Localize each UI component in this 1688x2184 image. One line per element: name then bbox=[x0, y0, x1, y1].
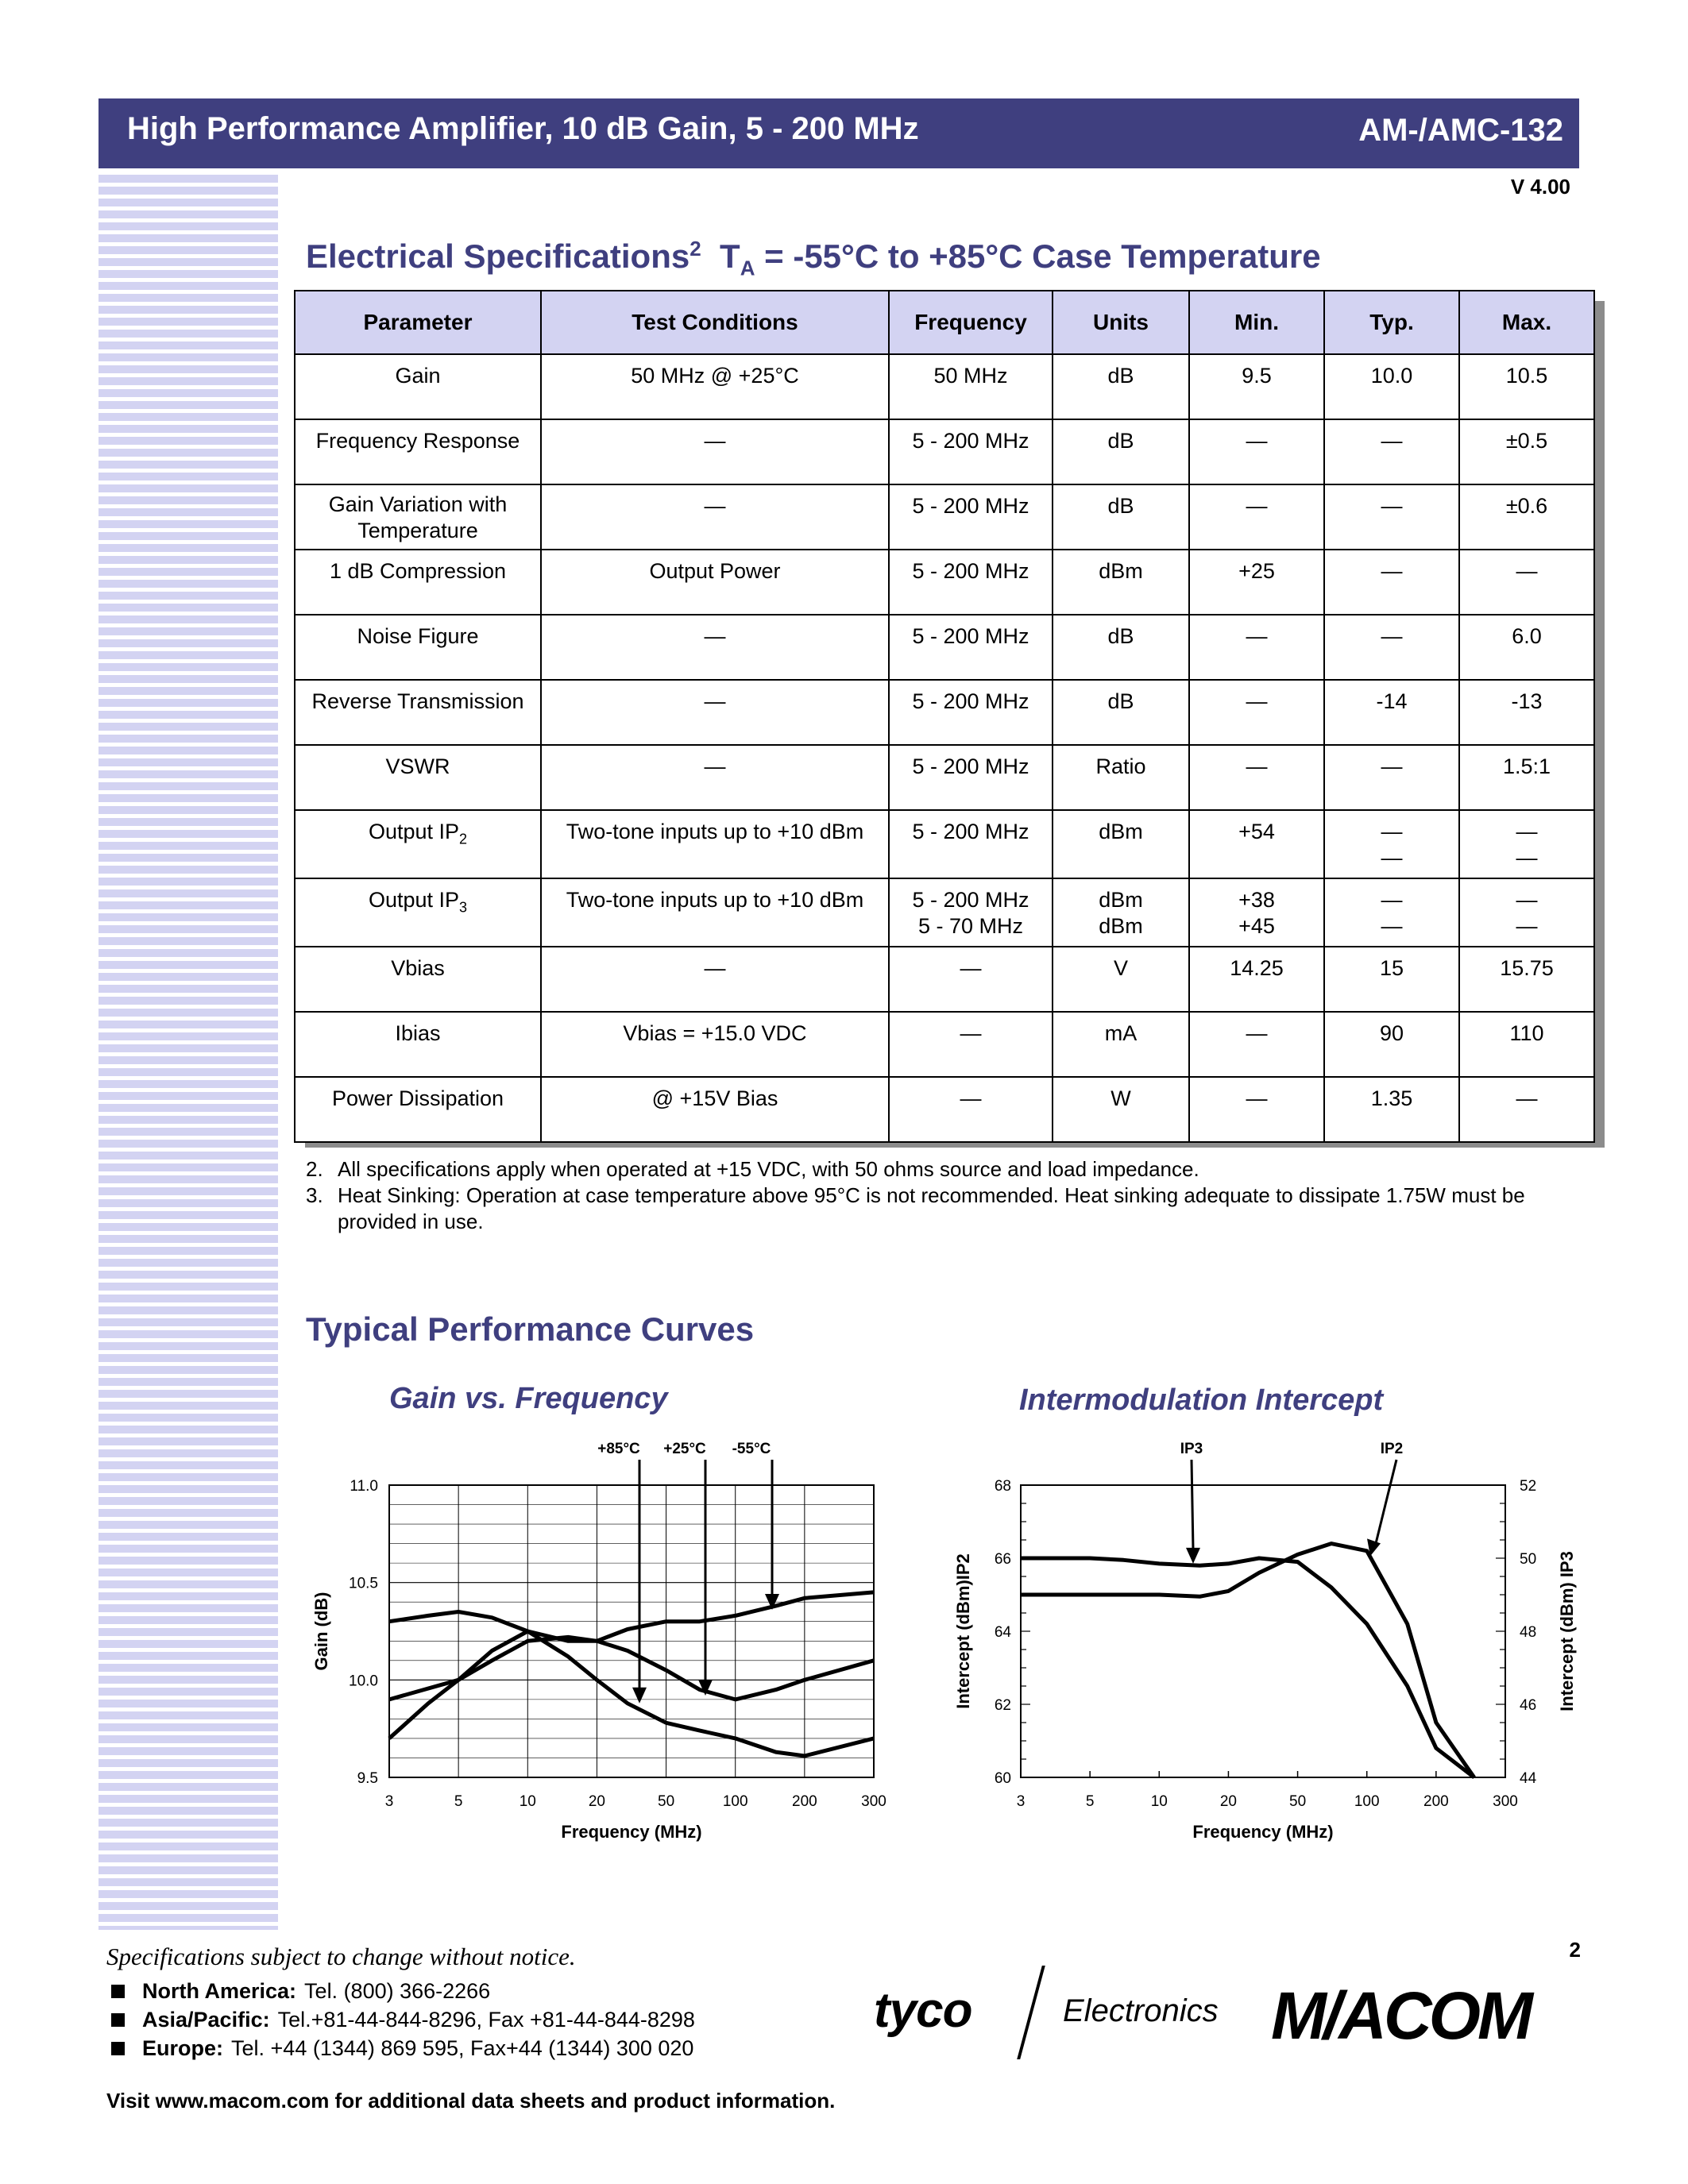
table-cell: Output $IP_3$ bbox=[295, 878, 541, 947]
col-header: Min. bbox=[1189, 291, 1324, 354]
table-cell: 110 bbox=[1459, 1012, 1594, 1077]
table-cell: 10.5 bbox=[1459, 354, 1594, 419]
table-row bbox=[295, 745, 1594, 810]
chart-title-gain: Gain vs. Frequency bbox=[389, 1382, 668, 1415]
table-row bbox=[295, 354, 1594, 419]
table-cell: dB bbox=[1053, 484, 1189, 550]
table-cell: dB bbox=[1053, 354, 1189, 419]
y-right-tick-label: 48 bbox=[1520, 1624, 1537, 1641]
table-cell: ±0.6 bbox=[1459, 484, 1594, 550]
specs-title: Electrical Specifications$^2$ $T_A = -55^\circ C$ to +85°C Case Temperature bbox=[306, 237, 1321, 280]
annotation-label: +25°C bbox=[663, 1441, 706, 1457]
visit-website-text: Visit www.macom.com for additional data sheets and product information. bbox=[106, 2089, 836, 2113]
x-tick-label: 200 bbox=[792, 1793, 817, 1810]
table-cell: 5 - 200 MHz bbox=[889, 810, 1053, 878]
x-tick-label: 10 bbox=[519, 1793, 536, 1810]
table-cell: 5 - 200 MHz bbox=[889, 615, 1053, 680]
col-header: Test Conditions bbox=[541, 291, 889, 354]
table-cell: — bbox=[541, 680, 889, 745]
spec-table bbox=[294, 290, 1595, 1143]
table-cell: — bbox=[541, 947, 889, 1012]
table-cell: mA bbox=[1053, 1012, 1189, 1077]
table-cell: Two-tone inputs up to +10 dBm bbox=[541, 878, 889, 947]
y-right-tick-label: 44 bbox=[1520, 1770, 1537, 1787]
table-cell: — — bbox=[1324, 810, 1459, 878]
y-tick-label: 10.5 bbox=[349, 1575, 378, 1592]
table-cell: 1.35 bbox=[1324, 1077, 1459, 1142]
table-cell: — bbox=[1189, 745, 1324, 810]
table-row bbox=[295, 1012, 1594, 1077]
y-right-tick-label: 52 bbox=[1520, 1478, 1537, 1495]
x-tick-label: 20 bbox=[588, 1793, 605, 1810]
version-label: V 4.00 bbox=[1510, 175, 1570, 199]
page-number: 2 bbox=[1569, 1938, 1581, 1962]
x-tick-label: 50 bbox=[658, 1793, 675, 1810]
bullet-icon bbox=[111, 2042, 125, 2055]
macom-logo: M/ACOM bbox=[1271, 1978, 1530, 2053]
annotation-label: IP2 bbox=[1380, 1441, 1404, 1457]
x-tick-label: 5 bbox=[1085, 1793, 1095, 1810]
footnote: 3. Heat Sinking: Operation at case temperature above 95°C is not recommended. Heat sinking adequate to dissipate 1.75W must be provided in use. bbox=[306, 1183, 1525, 1233]
decorative-stripes bbox=[98, 175, 278, 1930]
table-row bbox=[295, 947, 1594, 1012]
table-cell: dB bbox=[1053, 615, 1189, 680]
table-cell: dBm bbox=[1053, 810, 1189, 878]
annotation-label: IP3 bbox=[1180, 1441, 1203, 1457]
table-header-row bbox=[295, 291, 1594, 354]
intermod-chart bbox=[937, 1422, 1597, 1842]
table-row bbox=[295, 878, 1594, 947]
table-cell: 90 bbox=[1324, 1012, 1459, 1077]
table-cell: — bbox=[1189, 419, 1324, 484]
y-tick-label: 64 bbox=[994, 1624, 1011, 1641]
y-right-axis-label: Intercept (dBm) IP3 bbox=[1557, 1551, 1577, 1711]
table-cell: — — bbox=[1459, 810, 1594, 878]
x-tick-label: 5 bbox=[454, 1793, 463, 1810]
y-axis-label: Intercept (dBm)IP2 bbox=[953, 1553, 973, 1709]
table-cell: — bbox=[541, 484, 889, 550]
table-cell: 6.0 bbox=[1459, 615, 1594, 680]
table-cell: — bbox=[1324, 419, 1459, 484]
x-tick-label: 20 bbox=[1219, 1793, 1237, 1810]
footnotes bbox=[306, 1156, 1609, 1235]
table-cell: +38 +45 bbox=[1189, 878, 1324, 947]
x-tick-label: 50 bbox=[1289, 1793, 1307, 1810]
table-cell: — bbox=[1189, 484, 1324, 550]
table-cell: Vbias = +15.0 VDC bbox=[541, 1012, 889, 1077]
col-header: Max. bbox=[1459, 291, 1594, 354]
contact-europe: Europe: Tel. +44 (1344) 869 595, Fax+44 (1344) 300 020 bbox=[111, 2036, 693, 2061]
x-tick-label: 3 bbox=[1016, 1793, 1026, 1810]
y-axis-label: Gain (dB) bbox=[311, 1592, 331, 1671]
table-cell: VSWR bbox=[295, 745, 541, 810]
table-cell: 5 - 200 MHz bbox=[889, 550, 1053, 615]
table-cell: 10.0 bbox=[1324, 354, 1459, 419]
x-tick-label: 200 bbox=[1423, 1793, 1449, 1810]
table-cell: Vbias bbox=[295, 947, 541, 1012]
table-cell: V bbox=[1053, 947, 1189, 1012]
x-tick-label: 100 bbox=[1354, 1793, 1380, 1810]
table-cell: — bbox=[1189, 1012, 1324, 1077]
table-cell: Output $IP_2$ bbox=[295, 810, 541, 878]
y-tick-label: 10.0 bbox=[349, 1673, 378, 1690]
table-cell: @ +15V Bias bbox=[541, 1077, 889, 1142]
table-cell: — — bbox=[1324, 878, 1459, 947]
table-cell: 1.5:1 bbox=[1459, 745, 1594, 810]
table-cell: 50 MHz @ +25°C bbox=[541, 354, 889, 419]
table-cell: 1 dB Compression bbox=[295, 550, 541, 615]
table-cell: Gain Variation with Temperature bbox=[295, 484, 541, 550]
bullet-icon bbox=[111, 2013, 125, 2027]
table-row bbox=[295, 1077, 1594, 1142]
plot-area bbox=[389, 1485, 874, 1777]
y-tick-label: 11.0 bbox=[350, 1478, 378, 1495]
x-axis-label: Frequency (MHz) bbox=[561, 1822, 702, 1842]
table-cell: dB bbox=[1053, 419, 1189, 484]
table-cell: — bbox=[1324, 615, 1459, 680]
x-axis-label: Frequency (MHz) bbox=[1192, 1822, 1334, 1842]
table-row bbox=[295, 484, 1594, 550]
table-cell: Output Power bbox=[541, 550, 889, 615]
table-cell: — bbox=[541, 419, 889, 484]
table-cell: dB bbox=[1053, 680, 1189, 745]
table-cell: 5 - 200 MHz bbox=[889, 680, 1053, 745]
table-cell: — bbox=[889, 1077, 1053, 1142]
table-cell: Gain bbox=[295, 354, 541, 419]
table-cell: 50 MHz bbox=[889, 354, 1053, 419]
plot-area bbox=[1021, 1485, 1505, 1777]
table-cell: — — bbox=[1459, 878, 1594, 947]
page-title: High Performance Amplifier, 10 dB Gain, 5 - 200 MHz bbox=[127, 111, 919, 146]
table-cell: -14 bbox=[1324, 680, 1459, 745]
table-cell: Reverse Transmission bbox=[295, 680, 541, 745]
annotation-label: +85°C bbox=[597, 1441, 640, 1457]
table-cell: Two-tone inputs up to +10 dBm bbox=[541, 810, 889, 878]
x-tick-label: 300 bbox=[861, 1793, 886, 1810]
table-cell: Ibias bbox=[295, 1012, 541, 1077]
table-cell: 5 - 200 MHz bbox=[889, 484, 1053, 550]
header-bar bbox=[98, 98, 1579, 168]
col-header: Typ. bbox=[1324, 291, 1459, 354]
x-tick-label: 100 bbox=[722, 1793, 748, 1810]
table-cell: W bbox=[1053, 1077, 1189, 1142]
table-cell: 5 - 200 MHz 5 - 70 MHz bbox=[889, 878, 1053, 947]
table-row bbox=[295, 810, 1594, 878]
table-cell: Frequency Response bbox=[295, 419, 541, 484]
col-header: Units bbox=[1053, 291, 1189, 354]
footnote: 2. All specifications apply when operated at +15 VDC, with 50 ohms source and load impedance. bbox=[306, 1157, 1199, 1181]
table-cell: — bbox=[1189, 615, 1324, 680]
x-tick-label: 3 bbox=[384, 1793, 394, 1810]
table-cell: — bbox=[1459, 550, 1594, 615]
table-cell: — bbox=[889, 1012, 1053, 1077]
table-cell: 5 - 200 MHz bbox=[889, 419, 1053, 484]
table-row bbox=[295, 550, 1594, 615]
table-cell: — bbox=[541, 615, 889, 680]
y-right-tick-label: 50 bbox=[1520, 1551, 1537, 1568]
gain-chart bbox=[286, 1422, 906, 1842]
table-cell: 15.75 bbox=[1459, 947, 1594, 1012]
table-cell: -13 bbox=[1459, 680, 1594, 745]
table-row bbox=[295, 615, 1594, 680]
tyco-logo: tyco bbox=[874, 1983, 972, 2038]
x-tick-label: 10 bbox=[1150, 1793, 1168, 1810]
spec-table-container bbox=[294, 290, 1595, 1143]
part-number: AM-/AMC-132 bbox=[1358, 113, 1563, 148]
table-cell: 5 - 200 MHz bbox=[889, 745, 1053, 810]
bullet-icon bbox=[111, 1985, 125, 1998]
table-cell: dBm dBm bbox=[1053, 878, 1189, 947]
table-cell: ±0.5 bbox=[1459, 419, 1594, 484]
y-tick-label: 62 bbox=[994, 1697, 1011, 1714]
logo-divider bbox=[1017, 1966, 1045, 2059]
contact-asia-pacific: Asia/Pacific: Tel.+81-44-844-8296, Fax +81-44-844-8298 bbox=[111, 2008, 695, 2032]
table-cell: 14.25 bbox=[1189, 947, 1324, 1012]
table-cell: — bbox=[889, 947, 1053, 1012]
table-row bbox=[295, 680, 1594, 745]
table-cell: +25 bbox=[1189, 550, 1324, 615]
table-cell: — bbox=[1189, 680, 1324, 745]
y-tick-label: 68 bbox=[994, 1478, 1011, 1495]
table-cell: Noise Figure bbox=[295, 615, 541, 680]
y-tick-label: 60 bbox=[994, 1770, 1011, 1787]
y-tick-label: 66 bbox=[994, 1551, 1011, 1568]
table-cell: — bbox=[1324, 550, 1459, 615]
annotation-arrow-line bbox=[1192, 1460, 1193, 1549]
y-right-tick-label: 46 bbox=[1520, 1697, 1537, 1714]
table-cell: — bbox=[1324, 745, 1459, 810]
table-cell: 15 bbox=[1324, 947, 1459, 1012]
table-cell: 9.5 bbox=[1189, 354, 1324, 419]
curves-title: Typical Performance Curves bbox=[306, 1310, 755, 1348]
table-cell: Ratio bbox=[1053, 745, 1189, 810]
footer-notice: Specifications subject to change without notice. bbox=[106, 1943, 576, 1970]
chart-title-intermod: Intermodulation Intercept bbox=[1019, 1383, 1384, 1417]
table-cell: — bbox=[1189, 1077, 1324, 1142]
contact-north-america: North America: Tel. (800) 366-2266 bbox=[111, 1979, 490, 2004]
table-row bbox=[295, 419, 1594, 484]
col-header: Parameter bbox=[295, 291, 541, 354]
table-cell: — bbox=[541, 745, 889, 810]
electronics-logo-text: Electronics bbox=[1063, 1993, 1219, 2028]
table-cell: — bbox=[1324, 484, 1459, 550]
x-tick-label: 300 bbox=[1493, 1793, 1518, 1810]
table-cell: — bbox=[1459, 1077, 1594, 1142]
table-cell: +54 bbox=[1189, 810, 1324, 878]
table-cell: dBm bbox=[1053, 550, 1189, 615]
col-header: Frequency bbox=[889, 291, 1053, 354]
annotation-label: -55°C bbox=[732, 1441, 771, 1457]
y-tick-label: 9.5 bbox=[357, 1770, 378, 1787]
table-cell: Power Dissipation bbox=[295, 1077, 541, 1142]
